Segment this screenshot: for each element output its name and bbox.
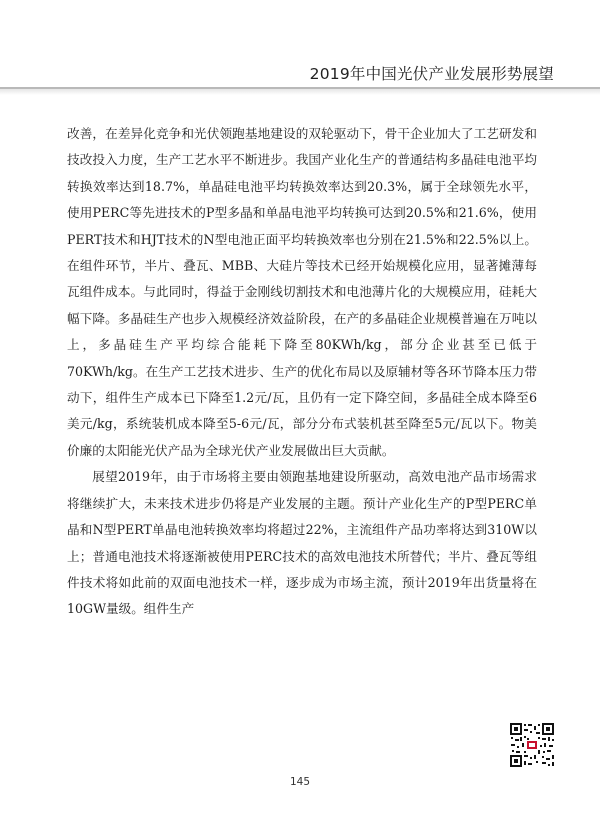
paragraph-outlook: 展望2019年，由于市场将主要由领跑基地建设所驱动，高效电池产品市场需求将继续扩大，未来技术进步仍将是产业发展的主题。预计产业化生产的P型PERC单晶和N型PERT单晶电池转换效率均将超过22%，主流组件产品功率将达到310W以上；普通电池技术将逐渐被使用PERC技术的高效电池技术所替代；半片、叠瓦等组件技术将如此前的双面电池技术一样，逐步成为市场主流，预计2019年出货量将在10GW量级。组件生产: [67, 469, 537, 617]
qr-code-icon: [509, 722, 555, 768]
paragraph-continued: 改善，在差异化竞争和光伏领跑基地建设的双轮驱动下，骨干企业加大了工艺研发和技改投入力度，生产工艺水平不断进步。我国产业化生产的普通结构多晶硅电池平均转换效率达到18.7%，单晶硅电池平均转换效率达到20.3%，属于全球领先水平，使用PERC等先进技术的P型多晶和单晶电池平均转换可达到20.5%和21.6%，使用PERT技术和HJT技术的N型电池正面平均转换效率也分别在21.5%和22.5%以上。在组件环节，半片、叠瓦、MBB、大硅片等技术已经开始规模化应用，显著摊薄每瓦组件成本。与此同时，得益于金刚线切割技术和电池薄片化的大规模应用，硅耗大幅下降。多晶硅生产也步入规模经济效益阶段，在产的多晶硅企业规模普遍在万吨以上，多晶硅生产平均综合能耗下降至80KWh/kg，部分企业甚至已低于70KWh/kg。在生产工艺技术进步、生产的优化布局以及原辅材等各环节降本压力带动下，组件生产成本已下降至1.2元/瓦，且仍有一定下降空间，多晶硅全成本降至6美元/kg，系统装机成本降至5-6元/瓦，部分分布式装机甚至降至5元/瓦以下。物美价廉的太阳能光伏产品为全球光伏产业发展做出巨大贡献。: [67, 126, 537, 458]
page-number: 145: [289, 776, 311, 788]
running-header-title: 2019年中国光伏产业发展形势展望: [309, 65, 554, 83]
header-divider-shadow: [0, 89, 600, 95]
body-text: [67, 121, 537, 623]
